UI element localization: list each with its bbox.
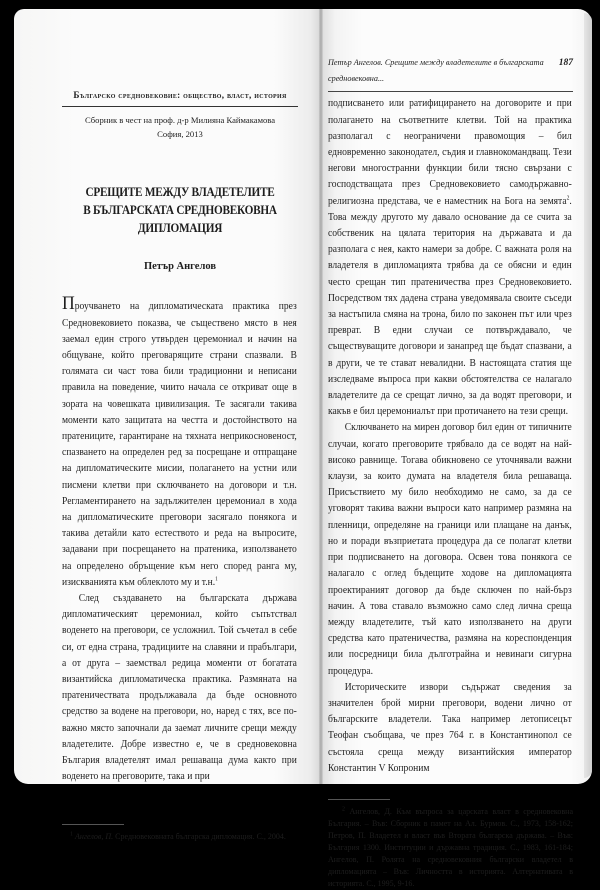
left-paragraph-2: След създаването на българската държава дипломатическият церемониал, който съпътствал воденето на преговори, се усложнил. Той съчетал в себе си, от една страна, традициите на славяни и прабългари, а от друга – заемствал редица моменти от богатата византийска дипломатическа практика. Размяната на пратеничествата продължавала да бъде основното средство за водене на преговори, но, наред с тях, все по-важно място започнали да заемат личните срещи между владетелите. Добре известно е, че в средновековна България владетелят имал решаваща дума както при воденето на преговорите, така и при	[62, 593, 297, 783]
left-paragraph-1	[62, 293, 297, 591]
footnote-number: 2	[342, 806, 345, 813]
drop-cap: П	[62, 293, 75, 315]
footnote-author: Ангелов, П.	[75, 831, 114, 841]
footnote-number: 1	[70, 830, 73, 837]
right-paragraph-1	[328, 96, 572, 420]
article-title	[76, 183, 284, 237]
right-paragraph-2: Сключването на мирен договор бил един от типичните случаи, когато преговорите трябвало да се водят на най-високо равнище. Тогава обикновено се уточнявали важни клаузи, за които думата на владетеля била решаваща. Присъствието му било необходимо не само, за да се уговорят такива важни въпроси като например размяна на пленници, определяне на граници или плащане на данък, но и поради възприетата процедура да се полагат клетви при подписването на договора. Освен това понякога се налагало с оглед бъдещите ходове на дипломацията проектираният договор да бъде сключен по най-бърз начин. А това ставало възможно само след лична среща между владетелите, тъй като използването на други средства като пратеничества, размяна на кореспонденция или посредници била дълготрайна и невинаги сигурна процедура.	[328, 422, 572, 677]
footnote-2	[328, 806, 573, 890]
page-edge	[584, 13, 592, 778]
left-paragraph-1-text: роучването на дипломатическата практика през Средновековието показва, че съществено място в нея заемал един строго утвърден церемониал и начин на общуване, който преговарящите страни спазвали. В голямата си част това били традиционни и неписани правила на поведение, чиито начала се откриват още в зората на човешката цивилизация. Те засягали такива моменти като защитата на честта и достойнството на пратениците, гарантиране на тяхната неприкосновеност, спазването на определен ред за посрещане и отпращане на дипломатическите мисии, полагането на устни или писмени клетви при сключването на договори и т.н. Регламентирането на задължителен церемониал в хода на дипломатическите преговори засягало понякога и такива детайли като естеството и реда на въпросите, задавани при посрещането на пратеника, използването на определено обръщение към него според ранга му, изискванията към облеклото му и т.н.	[62, 301, 297, 588]
page-number: 187	[558, 58, 573, 68]
article-title-line-2: В БЪЛГАРСКАТА СРЕДНОВЕКОВНА ДИПЛОМАЦИЯ	[83, 203, 277, 236]
right-paragraph-1-text: подписването или ратифицирането на договорите и при полагането на съответните клетви. Той на практика разполагал с неограничени правомощия – бил едновременно законодател, съдия и главнокомандващ. Тези негови многостранни функции били тясно свързани с господстващата през Средновековието самодържавно-религиозна представа, че е наместник на Бога на земята	[328, 98, 572, 207]
footnote-ref-1[interactable]: 1	[215, 576, 218, 583]
footnote-ref-2[interactable]: 2	[566, 195, 570, 202]
left-page-content	[62, 50, 298, 843]
collection-subtitle: Сборник в чест на проф. д-р Милияна Каймакамова	[84, 115, 276, 126]
publication-place-year: София, 2013	[157, 129, 203, 140]
footnote-text: Ангелов, Д. Към въпроса за царската власт в средновековна България. – Във: Сборник в памет на Ал. Бурмов. С., 1973, 158-162; Петров, П. Владетел и власт във Втората българска държава. – Във: България 1300. Институции и държавна традиция. С., 1983, 161-184; Ангелов, П. Ролята на средновековния български владетел в дипломацията – Във: Личността в историята. Алтернативата в историята. С., 1995, 9-16.	[328, 806, 574, 888]
footnote-divider	[62, 824, 124, 825]
article-author: Петър Ангелов	[143, 261, 217, 273]
right-paragraph-1-cont: . Това между другото му давало основание да се счита за собственик на цялата територия на държавата и да разполага с нея, както намери за добре. С важната роля на владетеля в дипломацията трябва да се обясни и един често срещан тип пратеничества през Средновековието. Посредством тях дадена страна уведомявала своите съседи за настъпила смяна на трона, било по законен път или чрез преврат. В едни случаи се потвърждавало, че съществуващите договори и занапред ще бъдат спазвани, а в други, че те стават невалидни. В настоящата статия ще изследваме въпроса при какви обстоятелства се налагало владетелите да се срещат лично, за да водят преговори, и какъв е бил церемониалът при протичането на тези срещи.	[328, 195, 572, 418]
right-page-content	[328, 55, 573, 890]
running-header	[328, 55, 573, 92]
article-title-line-1: СРЕЩИТЕ МЕЖДУ ВЛАДЕТЕЛИТЕ	[85, 185, 275, 200]
footnote-1	[62, 831, 298, 843]
right-paragraph-3: Историческите извори съдържат сведения за значителен брой мирни преговори, водени лично от българските владетели. Така например летописецът Теофан съобщава, че през 764 г. в Константинопол се състояла среща между византийския император Константин V Копроним	[328, 681, 572, 774]
book-gutter	[319, 9, 323, 784]
footnote-text: Средновековната българска дипломация. С., 2004.	[115, 831, 286, 841]
series-title: Българско средновековие: общество, власт, история	[62, 87, 298, 107]
running-head-title: Петър Ангелов. Срещите между владетелите в българската средновековна...	[328, 58, 544, 84]
